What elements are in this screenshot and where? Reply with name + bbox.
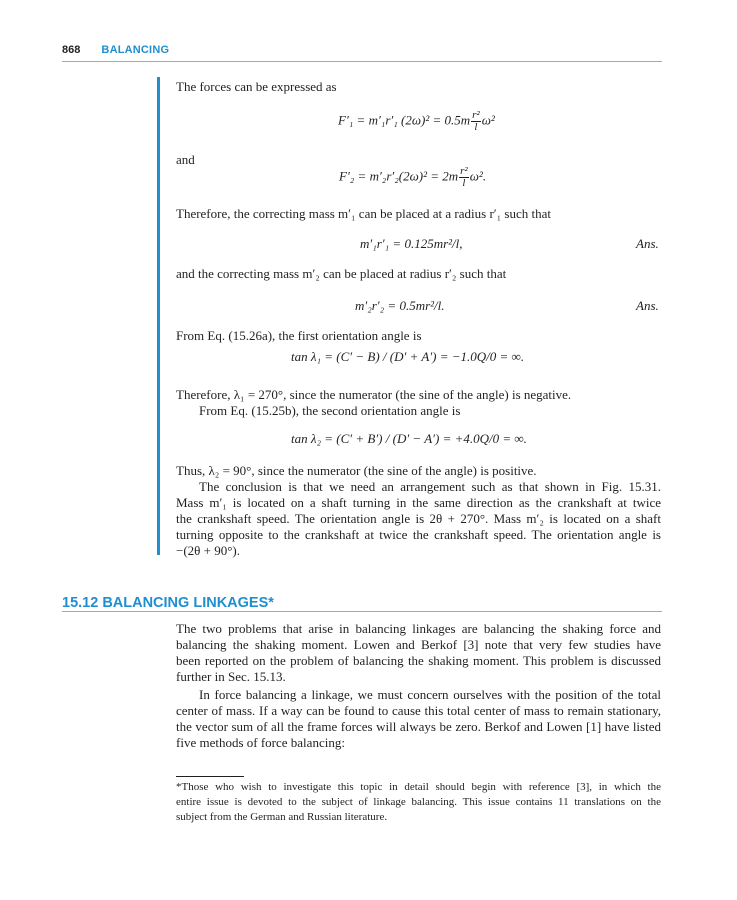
equation-tan-lambda2: tan λ₂ = (C′ + B′) / (D′ − A′) = +4.0Q/0 = ∞.	[291, 431, 527, 446]
section-para1-line-1: The two problems that arise in balancing linkages are balancing the shaking force and	[176, 621, 661, 636]
lambda1-result-text: Therefore, λ₁ = 270°, since the numerator (the sine of the angle) is negative.	[176, 387, 572, 402]
equation-m1r1: m′₁r′₁ = 0.125mr²/l,	[360, 236, 463, 251]
running-head	[62, 44, 169, 56]
footnote-line-1: *Those who wish to investigate this topic in detail should begin with reference [3], in which the	[176, 781, 661, 793]
example-sidebar-bar	[157, 77, 160, 555]
correcting-mass-text: and the correcting mass m′₂ can be placed at radius r′₂ such that	[176, 266, 507, 281]
answer-label-2: Ans.	[636, 298, 659, 313]
equation-f2-lhs: F′₂ = m′₂r′₂(2ω)² = 2m	[339, 168, 459, 184]
therefore-radius-text: Therefore, the correcting mass m′₁ can be placed at a radius r′₁ such that	[176, 206, 551, 221]
equation-f1-lhs: F′₁ = m′₁r′₁ (2ω)² = 0.5m	[338, 112, 471, 128]
equation-f2-tail: ω².	[469, 168, 487, 184]
section-para2-line-2: center of mass. If a way can be found to cause this total center of mass to remain stationary,	[176, 703, 661, 718]
conclusion-line-3: the crankshaft speed. The orientation angle is 2θ + 270°. Mass m′₂ is located on a shaft	[176, 511, 661, 526]
fraction-r2-over-l-2: $\frac{\text{r²}}{l}$	[460, 165, 468, 189]
example-intro: The forces can be expressed as	[176, 79, 337, 94]
running-title: BALANCING	[101, 44, 170, 56]
footnote-line-3: subject from the German and Russian literature.	[176, 811, 388, 823]
first-orientation-text: From Eq. (15.26a), the first orientation angle is	[176, 328, 422, 343]
section-para1-line-4: further in Sec. 15.13.	[176, 669, 286, 684]
section-para2-line-1: In force balancing a linkage, we must concern ourselves with the position of the total	[199, 687, 661, 702]
equation-f1-tail: ω²	[481, 112, 495, 128]
section-para2-line-4: five methods of force balancing:	[176, 735, 345, 750]
second-orientation-text: From Eq. (15.25b), the second orientation angle is	[199, 403, 461, 418]
equation-m2r2: m′₂r′₂ = 0.5mr²/l.	[355, 298, 445, 313]
section-para1-line-2: balancing the shaking moment. Lowen and Berkof [3] note that very few studies have	[176, 637, 661, 652]
section-para2-line-3: the vector sum of all the frame forces will always be zero. Berkof and Lowen [1] have listed	[176, 719, 661, 734]
equation-f1	[338, 110, 495, 133]
section-para1-line-3: been reported on the problem of balancing the shaking moment. This problem is discussed	[176, 653, 661, 668]
header-rule	[62, 61, 662, 62]
footnote-rule	[176, 776, 244, 777]
page-number: 868	[62, 44, 81, 56]
conclusion-line-2: Mass m′₁ is located on a shaft turning in the same direction as the crankshaft at twice	[176, 495, 661, 510]
section-rule	[62, 611, 662, 612]
answer-label-1: Ans.	[636, 236, 659, 251]
conclusion-line-1: The conclusion is that we need an arrangement such as that shown in Fig. 15.31.	[199, 479, 661, 494]
section-heading: 15.12 BALANCING LINKAGES*	[62, 595, 274, 611]
conclusion-line-5: −(2θ + 90°).	[176, 543, 240, 558]
fraction-r2-over-l: $\frac{\text{r²}}{l}$	[472, 109, 480, 133]
lambda2-result-text: Thus, λ₂ = 90°, since the numerator (the sine of the angle) is positive.	[176, 463, 537, 478]
and-text: and	[176, 152, 195, 167]
equation-f2	[339, 166, 486, 189]
equation-tan-lambda1: tan λ₁ = (C′ − B) / (D′ + A′) = −1.0Q/0 = ∞.	[291, 349, 525, 364]
footnote-line-2: entire issue is devoted to the subject of linkage balancing. This issue contains 11 translations on the	[176, 796, 661, 808]
conclusion-line-4: turning opposite to the crankshaft at twice the crankshaft speed. The orientation angle is	[176, 527, 661, 542]
